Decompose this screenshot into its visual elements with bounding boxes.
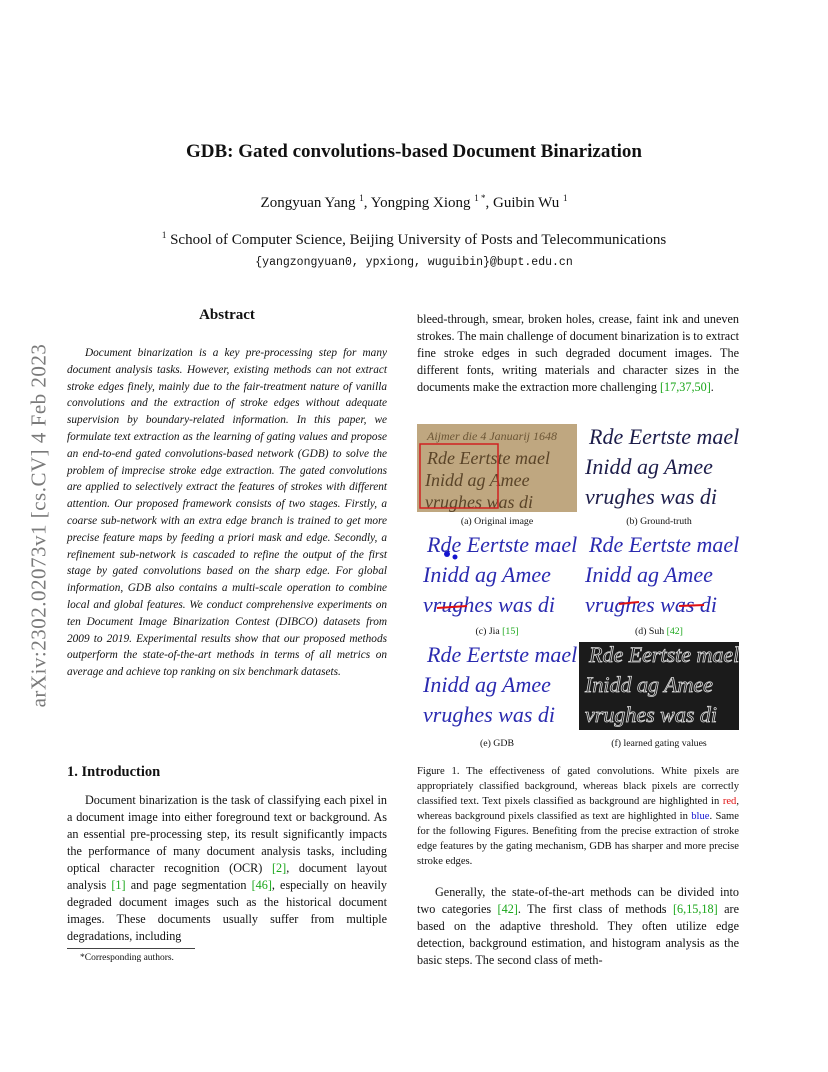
citation-link[interactable]: [1] bbox=[111, 878, 126, 892]
caption-blue-word: blue bbox=[691, 811, 710, 822]
arxiv-stamp: arXiv:2302.02073v1 [cs.CV] 4 Feb 2023 bbox=[26, 343, 51, 707]
citation-link[interactable]: [17, bbox=[660, 380, 680, 394]
figure-label-c: (c) Jia [15] bbox=[475, 626, 519, 637]
figure-panel-gating bbox=[579, 642, 739, 730]
author-affil-mark: 1 bbox=[359, 193, 364, 203]
abstract-body: Document binarization is a key pre-processing step for many document analysis tasks. However, existing methods can not extract stroke edges finely, mainly due to the fair-treatment nature of vanilla convolutions and the extraction of stroke edges without adequate supervision by boundary-related information. In this paper, we formulate text extraction as the learning of gating values and propose an end-to-end gated convolutions-based network (GDB) to solve the problem of imprecise stroke edge extraction. The gated convolutions are applied to selectively extract the features of strokes with different attention. Our proposed framework consists of two stages. Firstly, a coarse sub-network with an extra edge branch is trained to get more precise feature maps by feeding a priori mask and edge. Secondly, a refinement sub-network is cascaded to refine the output of the first stage by gated convolutions based on the sharp edge. For global information, GDB also contains a multi-scale operation to combine local and global features. We conduct comprehensive experiments on ten Document Image Binarization Contest (DIBCO) datasets from 2009 to 2019. Experimental results show that our proposed methods outperform the state-of-the-art methods in terms of all metrics on average and achieve top ranking on six benchmark datasets. bbox=[67, 347, 387, 679]
figure-panel-jia bbox=[417, 532, 577, 620]
intro-continued: bleed-through, smear, broken holes, crease, faint ink and uneven strokes. The main challenge of document binarization is to extract fine stroke edges in such degraded document images. The different fonts, writing materials and character sizes in the documents make the extraction more challenging [17,37,50]. bbox=[417, 312, 739, 394]
figure-panel-suh bbox=[579, 532, 739, 620]
citation-link[interactable]: 50] bbox=[694, 380, 711, 394]
intro-body: Document binarization is the task of classifying each pixel in a document image into either foreground text or background. As an essential pre-processing step, its result significantly impacts the performance of many document analysis tasks, including optical character recognition (OCR) [2], document layout analysis [1] and page segmentation [46], especially on heavily degraded document images such as the historical document images. These documents usually suffer from multiple degradations, including bbox=[67, 793, 388, 943]
citation-link[interactable]: [2] bbox=[271, 861, 287, 875]
author-name: Guibin Wu bbox=[493, 195, 560, 211]
citation-link[interactable]: [42] bbox=[497, 902, 518, 916]
figure-label-d: (d) Suh [42] bbox=[635, 626, 683, 637]
citation-link[interactable]: [46] bbox=[251, 878, 272, 892]
author-name: Yongping Xiong bbox=[370, 195, 471, 211]
citation-link[interactable]: [6, bbox=[672, 902, 687, 916]
citation-link[interactable]: 18] bbox=[701, 902, 718, 916]
affil-mark: 1 bbox=[161, 230, 167, 240]
paper-title: GDB: Gated convolutions-based Document Binarization bbox=[185, 141, 643, 162]
intro-heading: 1. Introduction bbox=[67, 764, 161, 780]
figure-panel-gdb bbox=[417, 642, 577, 730]
figure-caption: Figure 1. The effectiveness of gated convolutions. White pixels are appropriately classified background, whereas black pixels are correctly classified text. Text pixels classified as background are highlighted in red, whereas background pixels classified as text are highlighted in blue. Same for the following Figures. Benefiting from the precise extraction of stroke edge features by the gating mechanism, GDB has sharper and more precise stroke edges. bbox=[417, 766, 739, 867]
citation-link[interactable]: [42] bbox=[666, 626, 683, 637]
abstract-heading: Abstract bbox=[199, 307, 255, 323]
caption-red-word: red bbox=[722, 796, 737, 807]
svg-text:Rde Eertste mael: Rde Eertste mael bbox=[427, 448, 550, 468]
figure-label-e: (e) GDB bbox=[479, 738, 514, 749]
svg-text:vrughes was di: vrughes was di bbox=[425, 492, 533, 512]
figure-label-b: (b) Ground-truth bbox=[626, 516, 692, 527]
svg-text:Aijmer die 4 Januarij 1648: Aijmer die 4 Januarij 1648 bbox=[427, 429, 557, 443]
author-emails: {yangzongyuan0, ypxiong, wuguibin}@bupt.edu.cn bbox=[255, 256, 573, 269]
figure-panel-ground-truth bbox=[579, 424, 739, 512]
citation-link[interactable]: 15, bbox=[686, 902, 702, 916]
figure-panel-original bbox=[417, 424, 577, 512]
footnote-rule bbox=[67, 948, 195, 949]
author-affil-mark: 1 * bbox=[474, 193, 486, 203]
footnote: *Corresponding authors. bbox=[80, 953, 174, 963]
body-paragraph: Generally, the state-of-the-art methods can be divided into two categories [42]. The first class of methods [6,15,18] are based on the adaptive threshold. They often utilize edge detection, background estimation, and histogram analysis as the basic steps. The second class of meth- bbox=[417, 885, 739, 967]
citation-link[interactable]: 37, bbox=[679, 380, 695, 394]
citation-link[interactable]: [15] bbox=[502, 626, 519, 637]
author-affil-mark: 1 bbox=[562, 193, 568, 203]
figure-label-f: (f) learned gating values bbox=[611, 738, 707, 749]
author-name: Zongyuan Yang bbox=[260, 195, 356, 211]
svg-text:Inidd ag Amee: Inidd ag Amee bbox=[425, 470, 530, 490]
figure-label-a: (a) Original image bbox=[460, 516, 534, 527]
affil-text: School of Computer Science, Beijing University of Posts and Telecommunications bbox=[170, 232, 667, 248]
author-list: Zongyuan Yang $^1$, Yongping Xiong $^{1 *}$, Guibin Wu $^1$ bbox=[260, 193, 568, 211]
affiliation bbox=[0, 232, 828, 249]
